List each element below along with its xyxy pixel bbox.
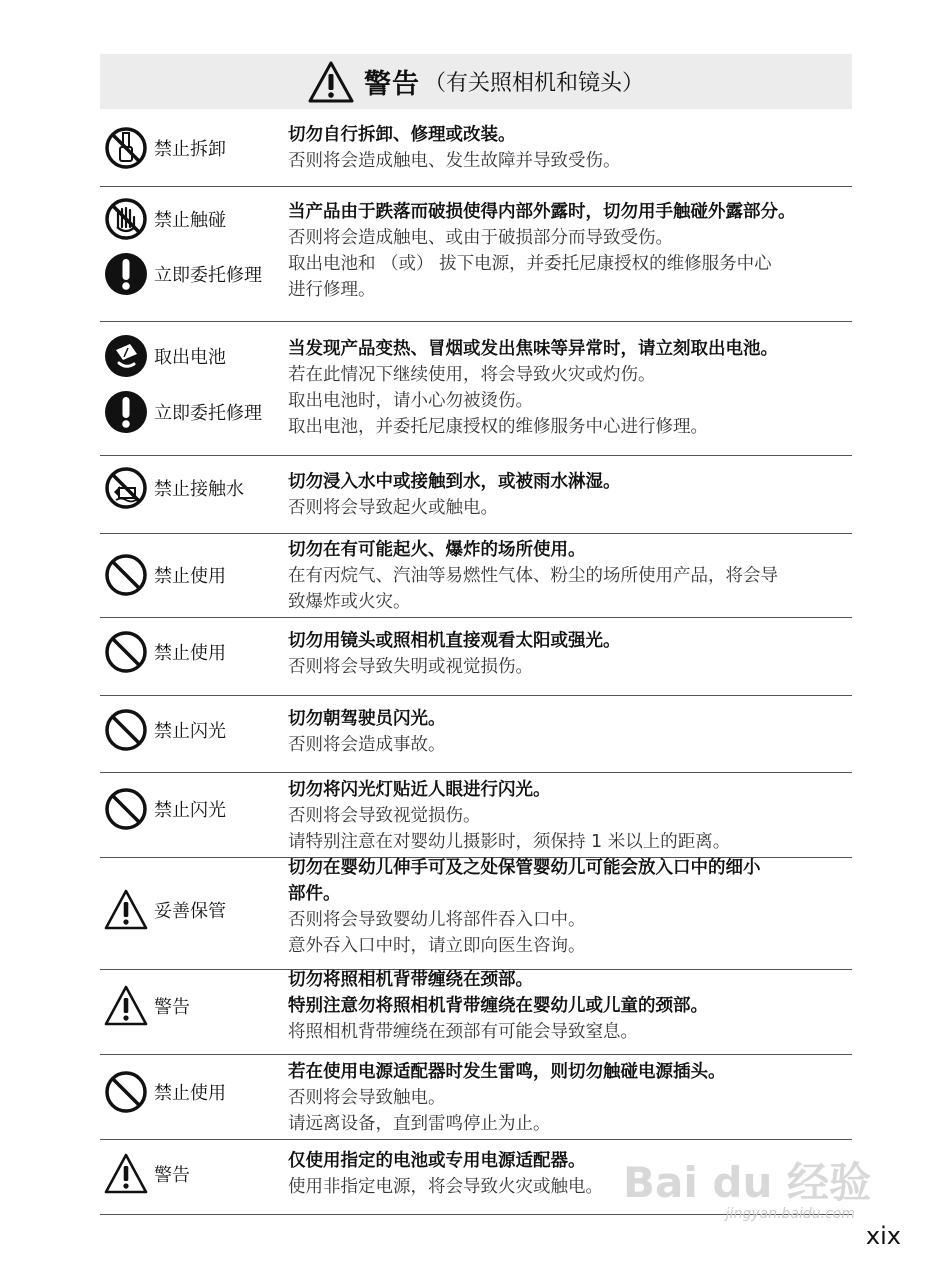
warning-symbol [104,390,262,434]
warning-text [288,469,856,521]
warning-header [100,54,852,109]
warning-symbol [104,888,226,932]
warning-heading: 特别注意勿将照相机背带缠绕在婴幼儿或儿童的颈部。 [288,996,708,1016]
page-number: xix [865,1222,901,1250]
warning-detail: 使用非指定电源，将会导致火灾或触电。 [288,1177,603,1197]
warning-heading: 若在使用电源适配器时发生雷鸣，则切勿触碰电源插头。 [288,1062,726,1082]
watermark-logo: Bai du 经验 [623,1158,871,1207]
warning-text [288,855,856,959]
warning-detail: 请远离设备，直到雷鸣停止为止。 [288,1114,551,1134]
warning-symbol-label: 禁止闪光 [154,800,226,821]
warning-detail: 否则将会导致触电。 [288,1088,446,1108]
prohibited-icon [104,1070,148,1114]
warning-triangle-icon [104,984,148,1028]
warning-symbol [104,197,226,241]
prohibited-icon [104,708,148,752]
warning-symbol-label: 警告 [154,997,190,1018]
warning-text [288,706,856,758]
warning-heading: 切勿在有可能起火、爆炸的场所使用。 [288,540,586,560]
warning-symbol [104,1070,226,1114]
warning-detail: 进行修理。 [288,280,376,300]
warning-item [100,1055,852,1140]
warning-detail: 否则将会导致失明或视觉损伤。 [288,657,533,677]
warning-detail: 否则将会造成触电、或由于破损部分而导致受伤。 [288,228,673,248]
warning-detail: 否则将会导致视觉损伤。 [288,806,481,826]
warning-detail: 否则将会造成事故。 [288,735,446,755]
warning-symbol-label: 妥善保管 [154,901,226,922]
warning-heading: 仅使用指定的电池或专用电源适配器。 [288,1151,586,1171]
warning-symbol-label: 取出电池 [154,347,226,368]
header-title: 警告 [363,69,420,100]
warning-detail: 取出电池，并委托尼康授权的维修服务中心进行修理。 [288,417,708,437]
warning-symbol [104,708,226,752]
warning-heading: 当发现产品变热、冒烟或发出焦味等异常时，请立刻取出电池。 [288,339,778,359]
warning-item [100,858,852,970]
warning-item [100,534,852,618]
warning-symbol-label: 禁止接触水 [154,479,244,500]
warning-detail: 否则将会导致婴幼儿将部件吞入口中。 [288,910,586,930]
mandatory-exclamation-icon [104,252,148,296]
warning-text [288,537,856,615]
warning-item [100,456,852,534]
warning-heading: 切勿在婴幼儿伸手可及之处保管婴幼儿可能会放入口中的细小 [288,858,761,878]
warning-heading: 切勿自行拆卸、修理或改装。 [288,125,516,145]
remove-battery-icon [104,334,148,378]
warning-detail: 取出电池和 （或） 拔下电源，并委托尼康授权的维修服务中心 [288,254,772,274]
warning-triangle-icon [308,60,354,104]
warning-symbol [104,787,226,831]
mandatory-exclamation-icon [104,390,148,434]
warning-text [288,777,856,855]
warning-heading: 切勿将照相机背带缠绕在颈部。 [288,970,533,990]
warning-detail: 否则将会导致起火或触电。 [288,498,498,518]
warning-item [100,322,852,456]
warning-symbol-label: 禁止使用 [154,566,226,587]
warning-symbol-label: 立即委托修理 [154,403,262,424]
warning-item [100,618,852,696]
warning-item [100,110,852,187]
warning-heading: 切勿将闪光灯贴近人眼进行闪光。 [288,780,551,800]
warning-text [288,967,856,1045]
warning-heading: 当产品由于跌落而破损使得内部外露时，切勿用手触碰外露部分。 [288,202,796,222]
warning-detail: 致爆炸或火灾。 [288,592,411,612]
warning-text [288,1059,856,1137]
warning-detail: 若在此情况下继续使用，将会导致火灾或灼伤。 [288,365,656,385]
header-subtitle: （有关照相机和镜头） [423,71,644,96]
no-touch-icon [104,197,148,241]
warning-item [100,187,852,322]
warning-symbol [104,1152,190,1196]
warning-symbol-label: 警告 [154,1165,190,1186]
warning-detail: 将照相机背带缠绕在颈部有可能会导致窒息。 [288,1022,638,1042]
warning-detail: 否则将会造成触电、发生故障并导致受伤。 [288,151,621,171]
warning-item [100,773,852,858]
no-water-contact-icon [104,466,148,510]
warning-triangle-icon [104,888,148,932]
warning-heading: 切勿用镜头或照相机直接观看太阳或强光。 [288,631,621,651]
warning-heading: 切勿浸入水中或接触到水，或被雨水淋湿。 [288,472,621,492]
warning-item [100,696,852,773]
warning-detail: 取出电池时，请小心勿被烫伤。 [288,391,533,411]
prohibited-icon [104,553,148,597]
warning-symbol-label: 禁止拆卸 [154,139,226,160]
warning-symbol [104,126,226,170]
warning-item [100,970,852,1055]
warning-symbol-label: 立即委托修理 [154,265,262,286]
warning-detail: 意外吞入口中时，请立即向医生咨询。 [288,936,586,956]
warning-symbol [104,553,226,597]
warning-detail: 请特别注意在对婴幼儿摄影时，须保持 1 米以上的距离。 [288,832,731,852]
warning-text [288,122,856,174]
warning-triangle-icon [104,1152,148,1196]
warning-symbol-label: 禁止闪光 [154,721,226,742]
warning-symbol [104,252,262,296]
prohibited-icon [104,787,148,831]
warning-symbol-label: 禁止使用 [154,643,226,664]
warning-text [288,628,856,680]
warning-text [288,199,856,303]
warning-symbol [104,466,244,510]
warning-symbol-label: 禁止触碰 [154,210,226,231]
prohibited-icon [104,630,148,674]
watermark-url: jingyan.baidu.com [725,1206,855,1222]
warning-text [288,336,856,440]
warning-symbol-label: 禁止使用 [154,1083,226,1104]
warning-symbol [104,630,226,674]
warning-symbol [104,334,226,378]
warning-heading: 切勿朝驾驶员闪光。 [288,709,446,729]
no-disassemble-icon [104,126,148,170]
warning-detail: 在有丙烷气、汽油等易燃性气体、粉尘的场所使用产品，将会导 [288,566,778,586]
warning-symbol [104,984,190,1028]
warning-heading: 部件。 [288,884,341,904]
